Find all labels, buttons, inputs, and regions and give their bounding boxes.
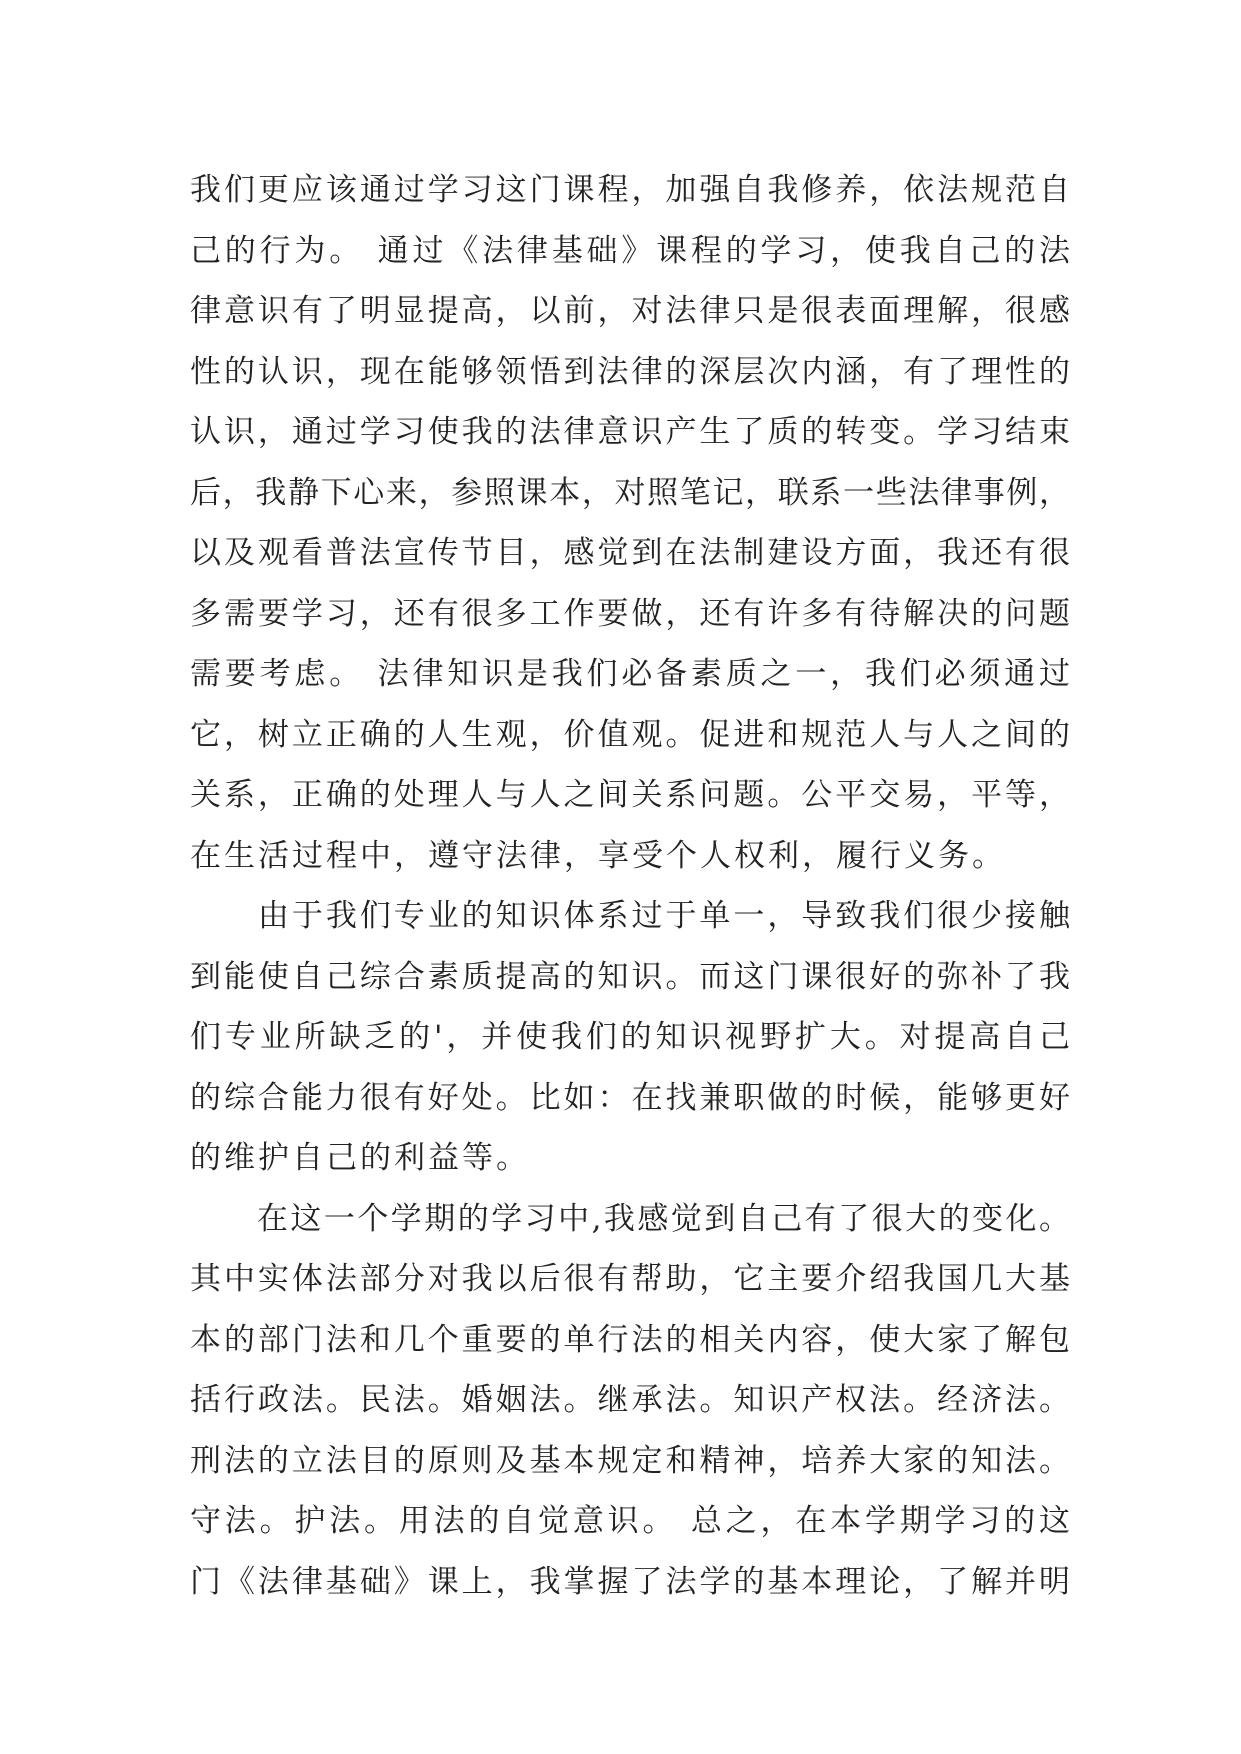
- text-line: 由于我们专业的知识体系过于单一，导致我们很少接触: [190, 898, 1070, 934]
- text-line: 关系，正确的处理人与人之间关系问题。公平交易，平等，: [190, 777, 1070, 813]
- text-line: 以及观看普法宣传节目，感觉到在法制建设方面，我还有很: [190, 535, 1070, 571]
- text-line: 在生活过程中，遵守法律，享受个人权利，履行义务。: [190, 837, 1006, 874]
- text-line: 需要考虑。 法律知识是我们必备素质之一，我们必须通过: [190, 656, 1070, 692]
- text-line: 认识，通过学习使我的法律意识产生了质的转变。学习结束: [190, 414, 1070, 450]
- text-line: 性的认识，现在能够领悟到法律的深层次内涵，有了理性的: [190, 353, 1070, 390]
- text-line: 的综合能力很有好处。比如：在找兼职做的时候，能够更好: [190, 1079, 1070, 1116]
- text-line: 到能使自己综合素质提高的知识。而这门课很好的弥补了我: [190, 958, 1070, 995]
- text-line: 刑法的立法目的原则及基本规定和精神，培养大家的知法。: [190, 1442, 1070, 1479]
- text-line: 后，我静下心来，参照课本，对照笔记，联系一些法律事例，: [190, 474, 1070, 511]
- paragraph-1: [190, 160, 1070, 886]
- document-body: [190, 160, 1070, 1612]
- text-line: 本的部门法和几个重要的单行法的相关内容，使大家了解包: [190, 1321, 1070, 1358]
- text-line: 己的行为。 通过《法律基础》课程的学习，使我自己的法: [190, 232, 1070, 269]
- text-line: 它，树立正确的人生观，价值观。促进和规范人与人之间的: [190, 716, 1070, 753]
- text-line: 我们更应该通过学习这门课程，加强自我修养，依法规范自: [190, 172, 1070, 208]
- text-line: 们专业所缺乏的'，并使我们的知识视野扩大。对提高自己: [190, 1019, 1070, 1055]
- text-line: 守法。护法。用法的自觉意识。 总之，在本学期学习的这: [190, 1503, 1070, 1539]
- paragraph-2: [190, 886, 1070, 1189]
- text-line: 多需要学习，还有很多工作要做，还有许多有待解决的问题: [190, 595, 1070, 632]
- paragraph-3: [190, 1189, 1070, 1613]
- text-line: 律意识有了明显提高，以前，对法律只是很表面理解，很感: [190, 293, 1070, 329]
- text-line: 的维护自己的利益等。: [190, 1140, 530, 1176]
- text-line: 括行政法。民法。婚姻法。继承法。知识产权法。经济法。: [190, 1382, 1070, 1418]
- text-line: 其中实体法部分对我以后很有帮助，它主要介绍我国几大基: [190, 1261, 1070, 1297]
- text-line: 在这一个学期的学习中,我感觉到自己有了很大的变化。: [190, 1200, 1070, 1237]
- text-line: 门《法律基础》课上，我掌握了法学的基本理论，了解并明: [190, 1563, 1070, 1600]
